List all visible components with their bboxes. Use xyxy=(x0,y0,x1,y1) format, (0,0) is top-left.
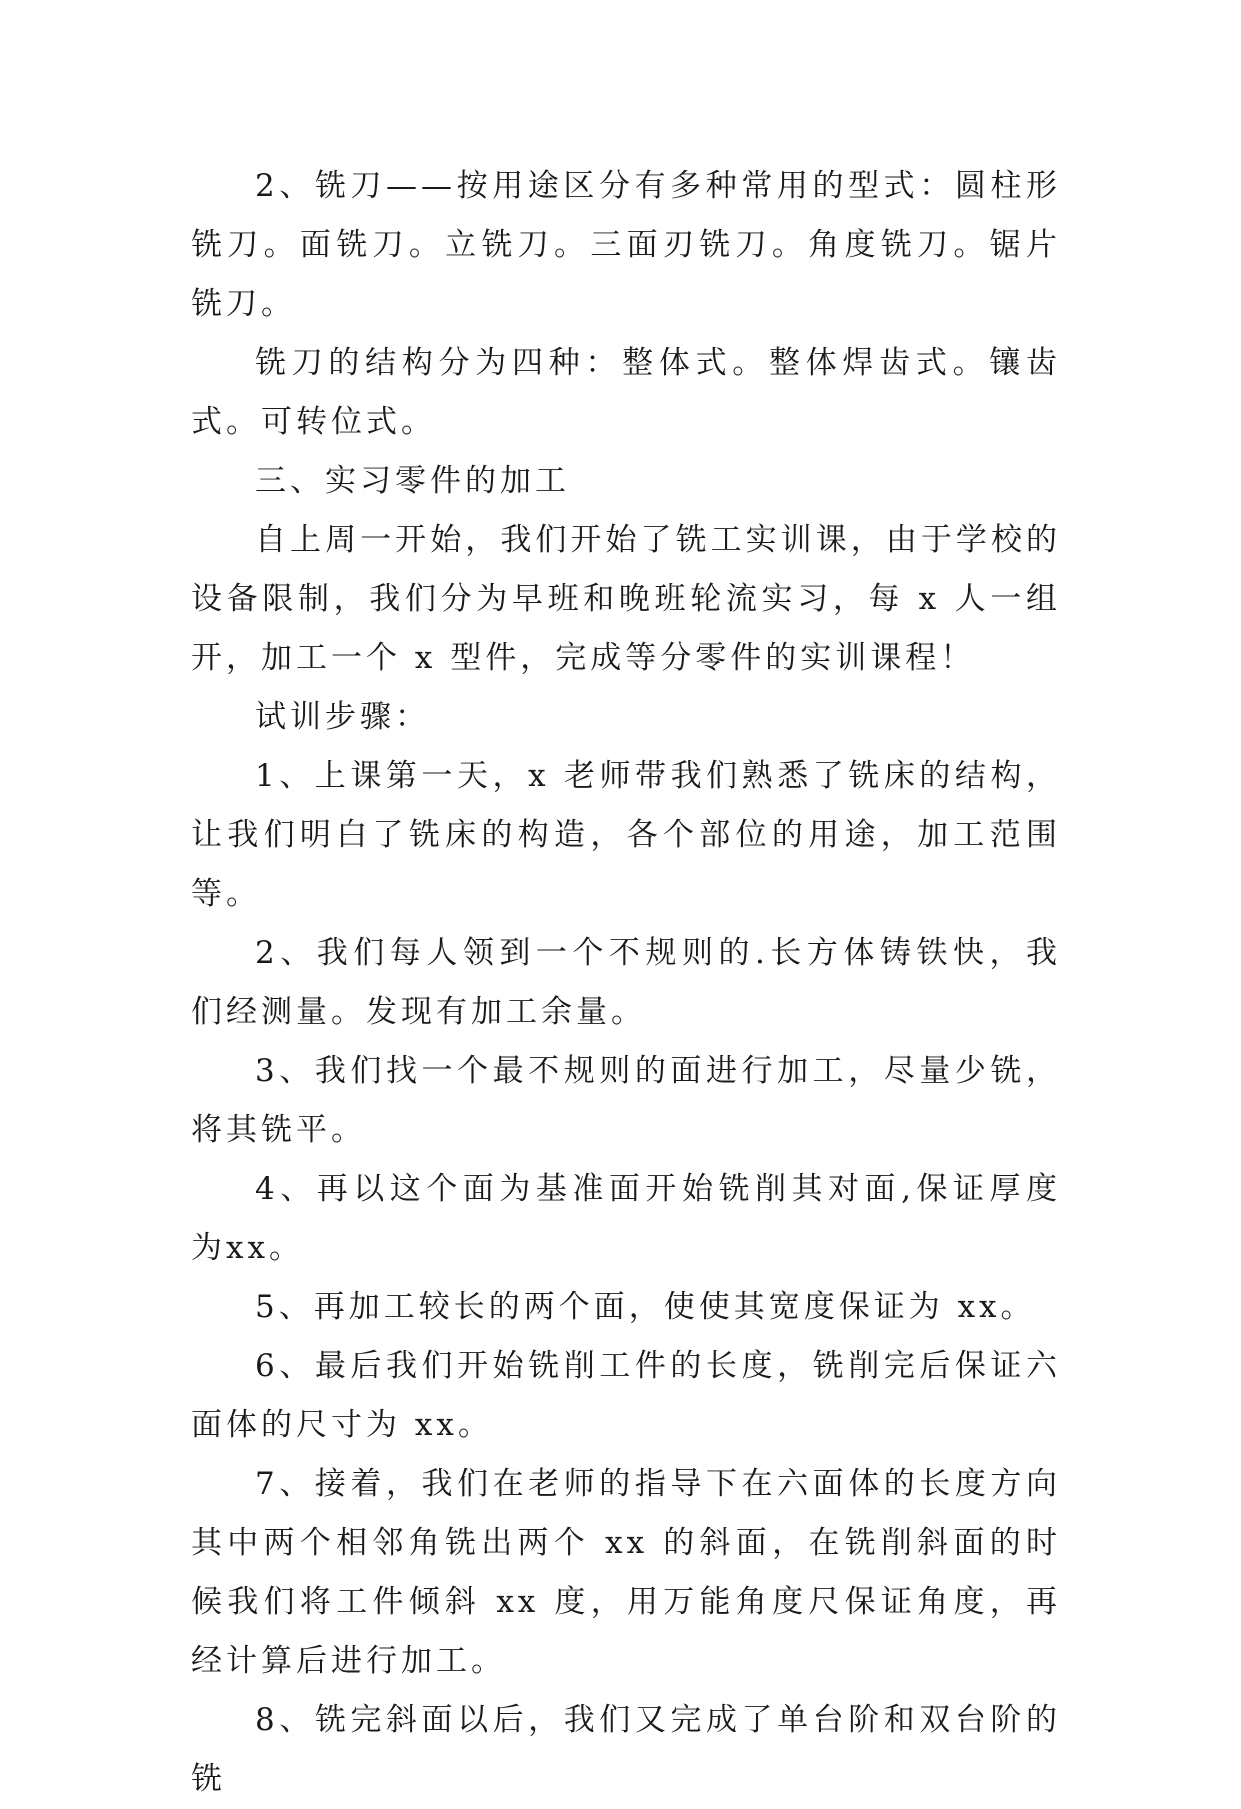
paragraph-training-intro: 自上周一开始，我们开始了铣工实训课，由于学校的设备限制，我们分为早班和晚班轮流实习，每 x 人一组开，加工一个 x 型件，完成等分零件的实训课程！ xyxy=(191,522,1061,676)
step-5: 5、再加工较长的两个面，使使其宽度保证为 xx。 xyxy=(255,1289,1036,1325)
step-2: 2、我们每人领到一个不规则的.长方体铸铁快，我们经测量。发现有加工余量。 xyxy=(191,935,1061,1030)
step-3: 3、我们找一个最不规则的面进行加工，尽量少铣，将其铣平。 xyxy=(191,1053,1061,1148)
document-body xyxy=(191,157,1061,1809)
step-4: 4、再以这个面为基准面开始铣削其对面,保证厚度为xx。 xyxy=(191,1171,1061,1266)
paragraph-cutter-structure: 铣刀的结构分为四种：整体式。整体焊齿式。镶齿式。可转位式。 xyxy=(191,345,1061,440)
step-7: 7、接着，我们在老师的指导下在六面体的长度方向其中两个相邻角铣出两个 xx 的斜面，在铣削斜面的时候我们将工件倾斜 xx 度，用万能角度尺保证角度，再经计算后进行加工。 xyxy=(191,1466,1061,1679)
steps-heading: 试训步骤： xyxy=(255,699,430,735)
step-1: 1、上课第一天，x 老师带我们熟悉了铣床的结构，让我们明白了铣床的构造，各个部位的用途，加工范围等。 xyxy=(191,758,1061,912)
step-6: 6、最后我们开始铣削工件的长度，铣削完后保证六面体的尺寸为 xx。 xyxy=(191,1348,1061,1443)
section-heading-part-machining: 三、实习零件的加工 xyxy=(255,463,570,499)
paragraph-milling-cutter-types: 2、铣刀——按用途区分有多种常用的型式：圆柱形铣刀。面铣刀。立铣刀。三面刃铣刀。角度铣刀。锯片铣刀。 xyxy=(191,168,1061,322)
step-8: 8、铣完斜面以后，我们又完成了单台阶和双台阶的铣 xyxy=(191,1702,1061,1797)
